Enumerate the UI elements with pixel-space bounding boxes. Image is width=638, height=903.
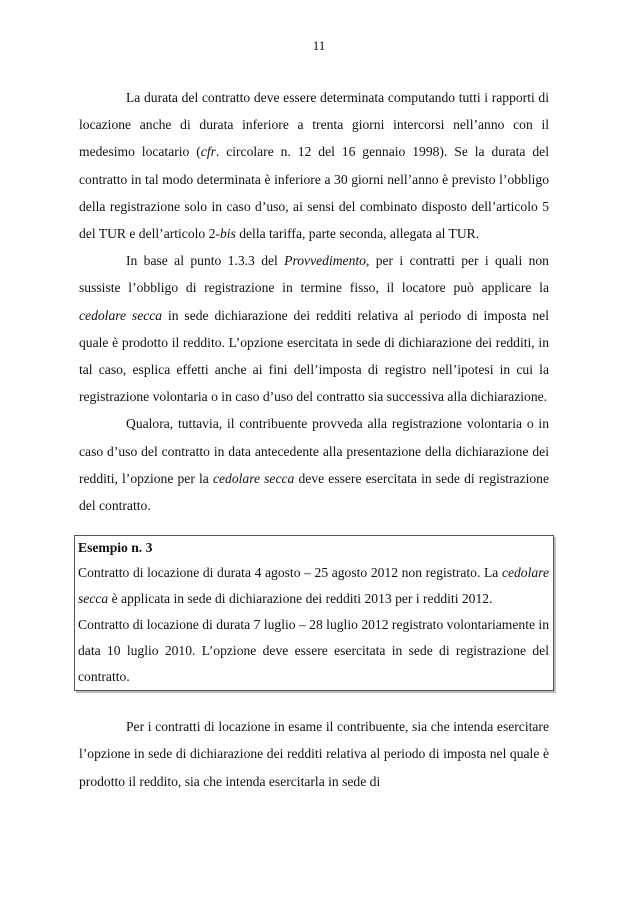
text-span: Contratto di locazione di durata 4 agosto – 25 agosto 2012 non registrato. La (78, 565, 502, 581)
example-line-1 (78, 560, 549, 612)
text-span: della tariffa, parte seconda, allegata al TUR. (235, 226, 480, 242)
page-number: 11 (312, 38, 326, 53)
paragraph-provvedimento (79, 247, 549, 410)
italic-cedolare-secca: cedolare secca (212, 470, 295, 486)
paragraph-qualora (79, 410, 549, 519)
text-span: Qualora, tuttavia, il contribuente provveda alla registrazione volontaria o in caso d’uso del contratto in data antecedente alla presentazione della dichiarazione dei redditi, l’opzione per la (79, 416, 549, 486)
text-span: è applicata in sede di dichiarazione dei redditi 2013 per i redditi 2012. (108, 591, 493, 607)
text-span: , per i contratti per i quali non sussiste l’obbligo di registrazione in termine fisso, il locatore può applicare la (79, 253, 549, 296)
text-span: in sede dichiarazione dei redditi relativa al periodo di imposta nel quale è prodotto il reddito. L’opzione esercitata in sede di dichiarazione dei redditi, in tal caso, esplica effetti anche ai fini dell’imposta di registro nell’ipotesi in cui la registrazione volontaria o in caso d’uso del contratto sia successiva alla dichiarazione. (79, 307, 549, 405)
italic-cfr: cfr (200, 144, 216, 160)
text-span: deve essere esercitata in sede di registrazione del contratto. (79, 470, 550, 514)
example-line-2: Contratto di locazione di durata 7 luglio – 28 luglio 2012 registrato volontariamente in data 10 luglio 2010. L’opzione deve essere esercitata in sede di registrazione del contratto. (78, 617, 549, 685)
text-span: In base al punto 1.3.3 del (126, 253, 285, 269)
text-span: La durata del contratto deve essere determinata computando tutti i rapporti di locazione anche di durata inferiore a trenta giorni intercorsi nell’anno con il medesimo locatario ( (79, 90, 549, 160)
example-box (74, 535, 554, 691)
paragraph-duration (79, 84, 549, 247)
italic-cedolare-secca: cedolare secca (78, 565, 549, 607)
italic-cedolare-secca: cedolare secca (79, 307, 163, 323)
document-body (79, 84, 549, 795)
example-title: Esempio n. 3 (78, 540, 153, 556)
italic-bis: bis (219, 226, 236, 242)
italic-provvedimento: Provvedimento (284, 253, 366, 269)
paragraph-contratti: Per i contratti di locazione in esame il contribuente, sia che intenda esercitare l’opzione in sede di dichiarazione dei redditi relativa al periodo di imposta nel quale è prodotto il reddito, sia che intenda esercitarla in sede di (79, 719, 549, 789)
text-span: . circolare n. 12 del 16 gennaio 1998). Se la durata del contratto in tal modo determinata è inferiore a 30 giorni nell’anno è previsto l’obbligo della registrazione solo in caso d’uso, ai sensi del combinato disposto dell’articolo 5 del TUR e dell’articolo 2- (79, 144, 549, 242)
